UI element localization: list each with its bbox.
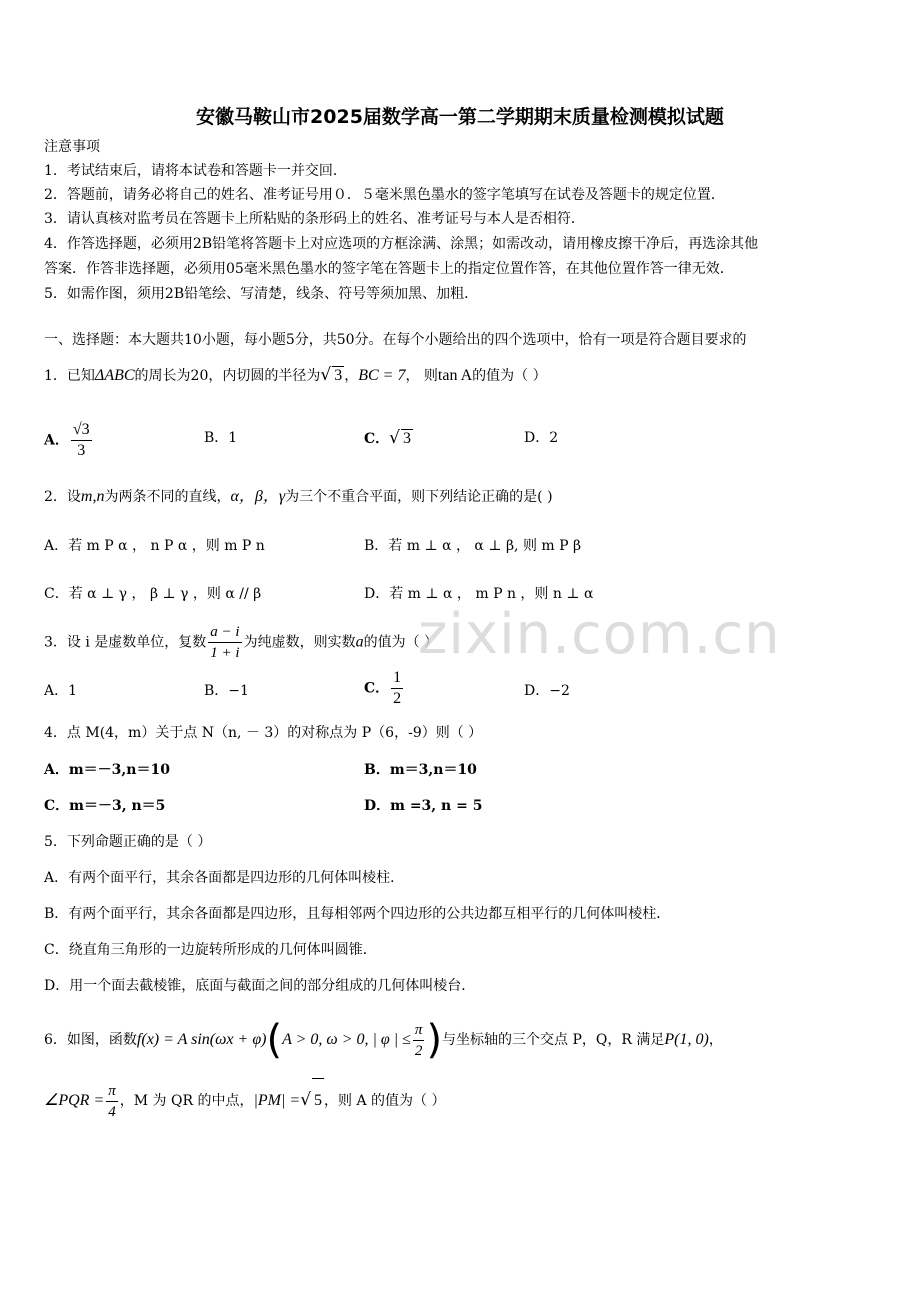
q1-c-val: 3 [403, 430, 411, 447]
q5-option-a[interactable]: A．有两个面平行，其余各面都是四边形的几何体叫棱柱． [44, 870, 405, 886]
q2-option-c[interactable]: C．若 α ⊥ γ ， β ⊥ γ ，则 α // β [44, 586, 262, 602]
q2-option-b[interactable]: B．若 m ⊥ α ， α ⊥ β, 则 m P β [364, 538, 582, 554]
q6-pi: π [413, 1020, 425, 1041]
note-item: 3．请认真核对监考员在答题卡上所粘贴的条形码上的姓名、准考证号与本人是否相符． [44, 211, 585, 227]
q4-option-d[interactable]: D．m =3, n = 5 [364, 798, 483, 814]
q1-mid1: 的周长为20，内切圆的半径为 [134, 368, 321, 384]
q3-stem-a: 3．设 i 是虚数单位，复数 [44, 634, 207, 651]
q6-pi2: π [106, 1081, 118, 1102]
notes-heading: 注意事项 [44, 139, 100, 155]
q1-tan: tan A [437, 367, 473, 384]
section-heading: 一、选择题：本大题共10小题，每小题5分，共50分。在每个小题给出的四个选项中，恰有一项是符合题目要求的 [44, 332, 747, 348]
note-item: 1．考试结束后，请将本试卷和答题卡一并交回． [44, 163, 347, 179]
q1-triangle: ΔABC [94, 367, 135, 384]
q6-stem-c: ， [708, 1032, 723, 1048]
q3-c-num: 1 [391, 668, 403, 689]
q4-option-a[interactable]: A．m＝－3,n＝10 [44, 762, 170, 778]
q3-option-a[interactable]: A．1 [44, 683, 78, 699]
q6-func: f(x) = A sin(ωx + φ) [136, 1031, 267, 1048]
q5-option-b[interactable]: B．有两个面平行，其余各面都是四边形，且每相邻两个四边形的公共边都互相平行的几何体叫棱柱． [44, 906, 671, 922]
question-6-cont [44, 1078, 446, 1123]
sqrt-symbol: √ [389, 428, 400, 448]
watermark-logo: zixin.com.cn [418, 602, 781, 667]
sqrt-symbol: √ [300, 1090, 312, 1110]
q6-cond: A > 0, ω > 0, | φ | ≤ [282, 1031, 411, 1048]
q6-two: 2 [414, 1042, 423, 1059]
right-paren: ) [426, 1017, 443, 1063]
left-paren: ( [266, 1017, 283, 1063]
question-6 [44, 1018, 723, 1062]
option-label: A． [44, 432, 69, 449]
q3-option-c[interactable] [364, 668, 405, 709]
q2-option-a[interactable]: A．若 m P α ， n P α ，则 m P n [44, 538, 265, 554]
q3-stem-b: 为纯虚数，则实数 [243, 634, 356, 651]
q6-angle: ∠PQR = [44, 1092, 105, 1109]
q1-option-c[interactable] [364, 429, 413, 448]
question-1 [44, 366, 547, 385]
q5-option-d[interactable]: D．用一个面去截棱锥，底面与截面之间的部分组成的几何体叫棱台． [44, 978, 476, 994]
q1-bc: BC = 7 [358, 367, 406, 384]
question-3 [44, 622, 438, 663]
q6-p10: P(1, 0) [664, 1031, 709, 1048]
note-item: 4．作答选择题，必须用2B铅笔将答题卡上对应选项的方框涂满、涂黑；如需改动，请用橡皮擦干净后，再选涂其他 [44, 236, 759, 252]
q4-option-b[interactable]: B．m＝3,n＝10 [364, 762, 477, 778]
q6-stem-d: ，M 为 QR 的中点， [119, 1093, 254, 1109]
note-item: 答案．作答非选择题，必须用05毫米黑色墨水的签字笔在答题卡上的指定位置作答，在其他位置作答一律无效． [44, 261, 734, 277]
q4-option-c[interactable]: C．m＝－3, n＝5 [44, 798, 166, 814]
q1-mid2: ， [344, 368, 359, 384]
q2-stem-b: 为两条不同的直线， [104, 489, 231, 505]
q1-suffix: 的值为（ ） [472, 368, 547, 384]
q3-c-den: 2 [393, 690, 402, 707]
q3-option-d[interactable]: D．−2 [524, 683, 570, 699]
option-label: C． [364, 680, 390, 697]
q1-prefix: 1．已知 [44, 368, 95, 384]
q1-a-den: 3 [77, 442, 86, 459]
q1-option-a[interactable] [44, 420, 94, 461]
question-2 [44, 488, 553, 506]
q2-option-d[interactable]: D．若 m ⊥ α ， m P n ，则 n ⊥ α [364, 586, 594, 602]
q5-option-c[interactable]: C．绕直角三角形的一边旋转所形成的几何体叫圆锥． [44, 942, 377, 958]
q1-option-d[interactable]: D．2 [524, 430, 559, 446]
q1-option-b[interactable]: B．1 [204, 430, 238, 446]
q6-four: 4 [108, 1103, 116, 1120]
q2-greek: α，β，γ [230, 488, 286, 505]
q3-stem-c: 的值为（ ） [363, 634, 439, 651]
question-5: 5．下列命题正确的是（ ） [44, 834, 212, 850]
q1-a-num: √3 [71, 420, 92, 441]
q6-stem-a: 6．如图，函数 [44, 1032, 137, 1048]
sqrt-symbol: √ [320, 365, 332, 385]
note-item: 2．答题前，请务必将自己的姓名、准考证号用０．５毫米黑色墨水的签字笔填写在试卷及答题卡的规定位置． [44, 187, 725, 203]
q3-option-b[interactable]: B．−1 [204, 683, 249, 699]
q2-stem-c: 为三个不重合平面，则下列结论正确的是( ) [285, 489, 553, 505]
q6-stem-e: ，则 A 的值为（ ） [324, 1093, 446, 1109]
q2-mn: m,n [80, 488, 105, 505]
page-title: 安徽马鞍山市2025届数学高一第二学期期末质量检测模拟试题 [196, 106, 724, 128]
q1-mid3: ， 则 [405, 368, 438, 384]
q6-sqrt5: 5 [312, 1078, 324, 1123]
q6-pm: |PM| = [253, 1092, 301, 1109]
question-4: 4．点 M(4，m）关于点 N（n, － 3）的对称点为 P（6，-9）则（ ） [44, 725, 483, 741]
q6-stem-b: 与坐标轴的三个交点 P，Q，R 满足 [442, 1032, 665, 1048]
q3-frac-den: 1 + i [210, 645, 240, 661]
note-item: 5．如需作图，须用2B铅笔绘、写清楚，线条、符号等须加黑、加粗． [44, 286, 479, 302]
option-label: C． [364, 431, 390, 447]
q3-frac-num: a − i [208, 622, 241, 643]
q2-stem-a: 2．设 [44, 489, 81, 505]
q3-var: a [355, 633, 364, 651]
q1-radius: 3 [334, 367, 343, 384]
